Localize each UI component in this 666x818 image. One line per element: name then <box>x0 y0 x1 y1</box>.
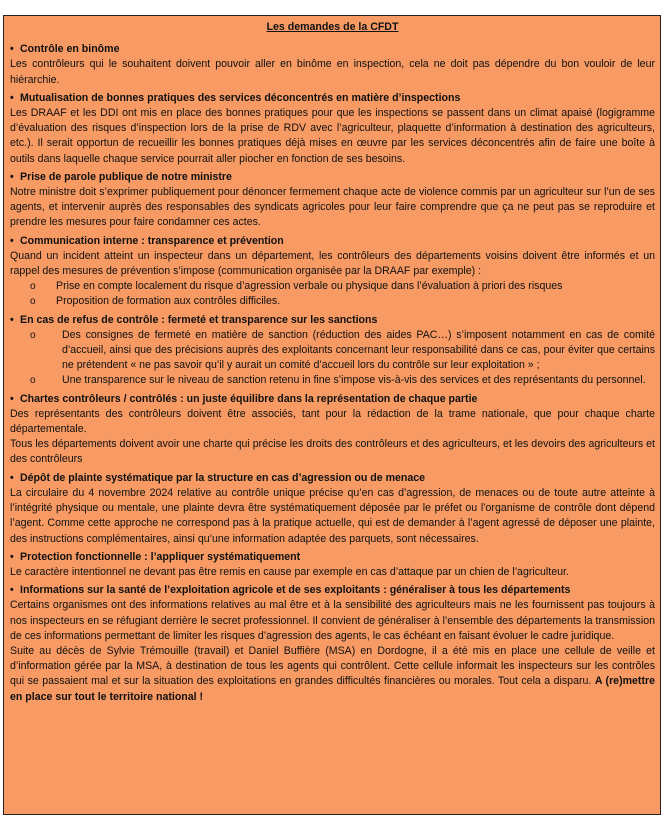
section-heading-text: Protection fonctionnelle : l’appliquer systématiquement <box>20 550 301 563</box>
section-heading <box>10 170 655 185</box>
paragraph-text: Suite au décès de Sylvie Trémouille (travail) et Daniel Buffière (MSA) en Dordogne, il a été mis en place une cellule de veille et d’information gérée par la MSA, à destination de tous les agents qui contrôlent. Cette cellule informait les inspecteurs sur les contrôles qui se passaient mal et sur la situation des exploitations en grandes difficultés financières ou morales. Tout cela a disparu. <box>10 644 655 688</box>
list-item <box>10 279 655 294</box>
document-frame <box>3 15 661 815</box>
section-heading <box>10 42 655 57</box>
bullet: • <box>10 584 14 597</box>
section-heading-text: Communication interne : transparence et prévention <box>20 234 284 247</box>
section-controle-binome <box>10 42 655 88</box>
circle-bullet-icon: o <box>30 281 36 293</box>
section-heading-text: Mutualisation de bonnes pratiques des services déconcentrés en matière d’inspections <box>20 91 461 104</box>
paragraph: Les DRAAF et les DDI ont mis en place des bonnes pratiques pour que les inspections se passent dans un climat apaisé (logigramme d’évaluation des risques d’inspection lors de la prise de RDV avec l’agriculteur, plaquette d’information à destination des agriculteurs, etc.). Il serait opportun de recueillir les bonnes pratiques déjà mises en œuvre par les services déconcentrés afin de faire une boîte à outils dans laquelle chaque service pourrait aller piocher en fonction de ses besoins. <box>10 107 655 165</box>
section-heading <box>10 550 655 565</box>
section-heading-text: Contrôle en binôme <box>20 43 120 56</box>
section-prise-de-parole <box>10 170 655 231</box>
paragraph: Notre ministre doit s’exprimer publiquement pour dénoncer fermement chaque acte de violence commis par un agriculteur sur l’un de ses agents, et intervenir auprès des responsables des syndicats agricoles pour leur faire comprendre que ça ne peut pas se reproduire et prendre les mesures pour faire condamner ces actes. <box>10 186 655 229</box>
list-item-text: Des consignes de fermeté en matière de sanction (réduction des aides PAC…) s’imposent notamment en cas de comité d’accueil, ainsi que des précisions auprès des exploitants concernant leur responsabilité dans ce cas, pour éviter que certains ne prétendent « ne pas savoir qu’il y aurait un comité d’accueil lors du contrôle sur leur exploitation » ; <box>62 328 655 372</box>
paragraph: Quand un incident atteint un inspecteur dans un département, les contrôleurs des départements voisins doivent être informés et un rappel des mesures de prévention s’impose (communication organisée par la DRAAF par exemple) : <box>10 249 655 278</box>
section-mutualisation <box>10 91 655 167</box>
section-protection-fonctionnelle <box>10 550 655 580</box>
bullet: • <box>10 550 14 563</box>
paragraph: La circulaire du 4 novembre 2024 relative au contrôle unique précise qu’en cas d’agression, de menaces ou de toute autre atteinte à l’intégrité physique ou mentale, une plainte devra être systématiquement déposée par le préfet ou l’organisme de contrôle dont dépend l’agent. Comme cette approche ne correspond pas à la pratique actuelle, qui est de demander à l’agent agressé de déposer une plainte, des instructions complémentaires, ainsi qu’une information adaptée des parquets, sont nécessaires. <box>10 486 655 545</box>
section-heading-text: En cas de refus de contrôle : fermeté et transparence sur les sanctions <box>20 313 378 326</box>
paragraph: Les contrôleurs qui le souhaitent doivent pouvoir aller en binôme en inspection, cela ne doit pas dépendre du bon vouloir de leur hiérarchie. <box>10 58 655 86</box>
bullet: • <box>10 170 14 183</box>
bullet: • <box>10 471 14 484</box>
section-heading <box>10 91 655 106</box>
section-heading <box>10 234 655 249</box>
bullet: • <box>10 392 14 405</box>
list-item <box>10 373 655 388</box>
section-heading <box>10 392 655 407</box>
paragraph: Le caractère intentionnel ne devant pas être remis en cause par exemple en cas d’attaque par un chien de l’agriculteur. <box>10 565 569 578</box>
bullet: • <box>10 43 14 56</box>
list-item <box>10 294 655 309</box>
circle-bullet-icon: o <box>30 296 36 308</box>
closing-call-to-action: A (re)mettre en place sur tout le territoire national ! <box>10 675 655 703</box>
document-title: Les demandes de la CFDT <box>266 21 399 33</box>
section-heading <box>10 583 655 598</box>
section-heading <box>10 313 655 328</box>
sub-list <box>10 279 655 309</box>
paragraph: Certains organismes ont des informations relatives au mal être et à la sensibilité des agriculteurs mais ne les fournissent pas toujours à nos inspecteurs en se réfugiant derrière le secret professionnel. Il convient de généraliser à l’ensemble des départements la transmission de ces informations permettant de limiter les risques d’agression des agents, le cas échéant en faisant évoluer le cadre juridique. <box>10 599 655 642</box>
sub-list <box>10 328 655 389</box>
bullet: • <box>10 313 14 326</box>
bullet: • <box>10 234 14 247</box>
section-heading-text: Chartes contrôleurs / contrôlés : un juste équilibre dans la représentation de chaque partie <box>20 392 478 405</box>
section-informations-sante <box>10 583 655 705</box>
paragraph <box>10 644 655 705</box>
section-heading-text: Dépôt de plainte systématique par la structure en cas d’agression ou de menace <box>20 471 426 484</box>
list-item-text: Proposition de formation aux contrôles difficiles. <box>56 295 281 308</box>
list-item-text: Prise en compte localement du risque d’agression verbale ou physique dans l’évaluation à priori des risques <box>56 280 563 293</box>
circle-bullet-icon: o <box>30 329 36 341</box>
section-heading-text: Informations sur la santé de l’exploitation agricole et de ses exploitants : généraliser à tous les départements <box>20 584 571 597</box>
section-communication-interne <box>10 234 655 310</box>
section-heading <box>10 471 655 486</box>
paragraph: Tous les départements doivent avoir une charte qui précise les droits des contrôleurs et des agriculteurs, et les devoirs des agriculteurs et des contrôleurs <box>10 438 655 466</box>
paragraph: Des représentants des contrôleurs doivent être associés, tant pour la rédaction de la trame nationale, que pour chaque charte départementale. <box>10 407 655 436</box>
section-refus-controle <box>10 313 655 389</box>
list-item <box>10 328 655 374</box>
section-chartes <box>10 392 655 468</box>
section-depot-plainte <box>10 471 655 547</box>
bullet: • <box>10 91 14 104</box>
circle-bullet-icon: o <box>30 375 36 387</box>
section-heading-text: Prise de parole publique de notre ministre <box>20 170 232 183</box>
list-item-text: Une transparence sur le niveau de sanction retenu in fine s’impose vis-à-vis des services et des représentants du personnel. <box>62 374 646 387</box>
